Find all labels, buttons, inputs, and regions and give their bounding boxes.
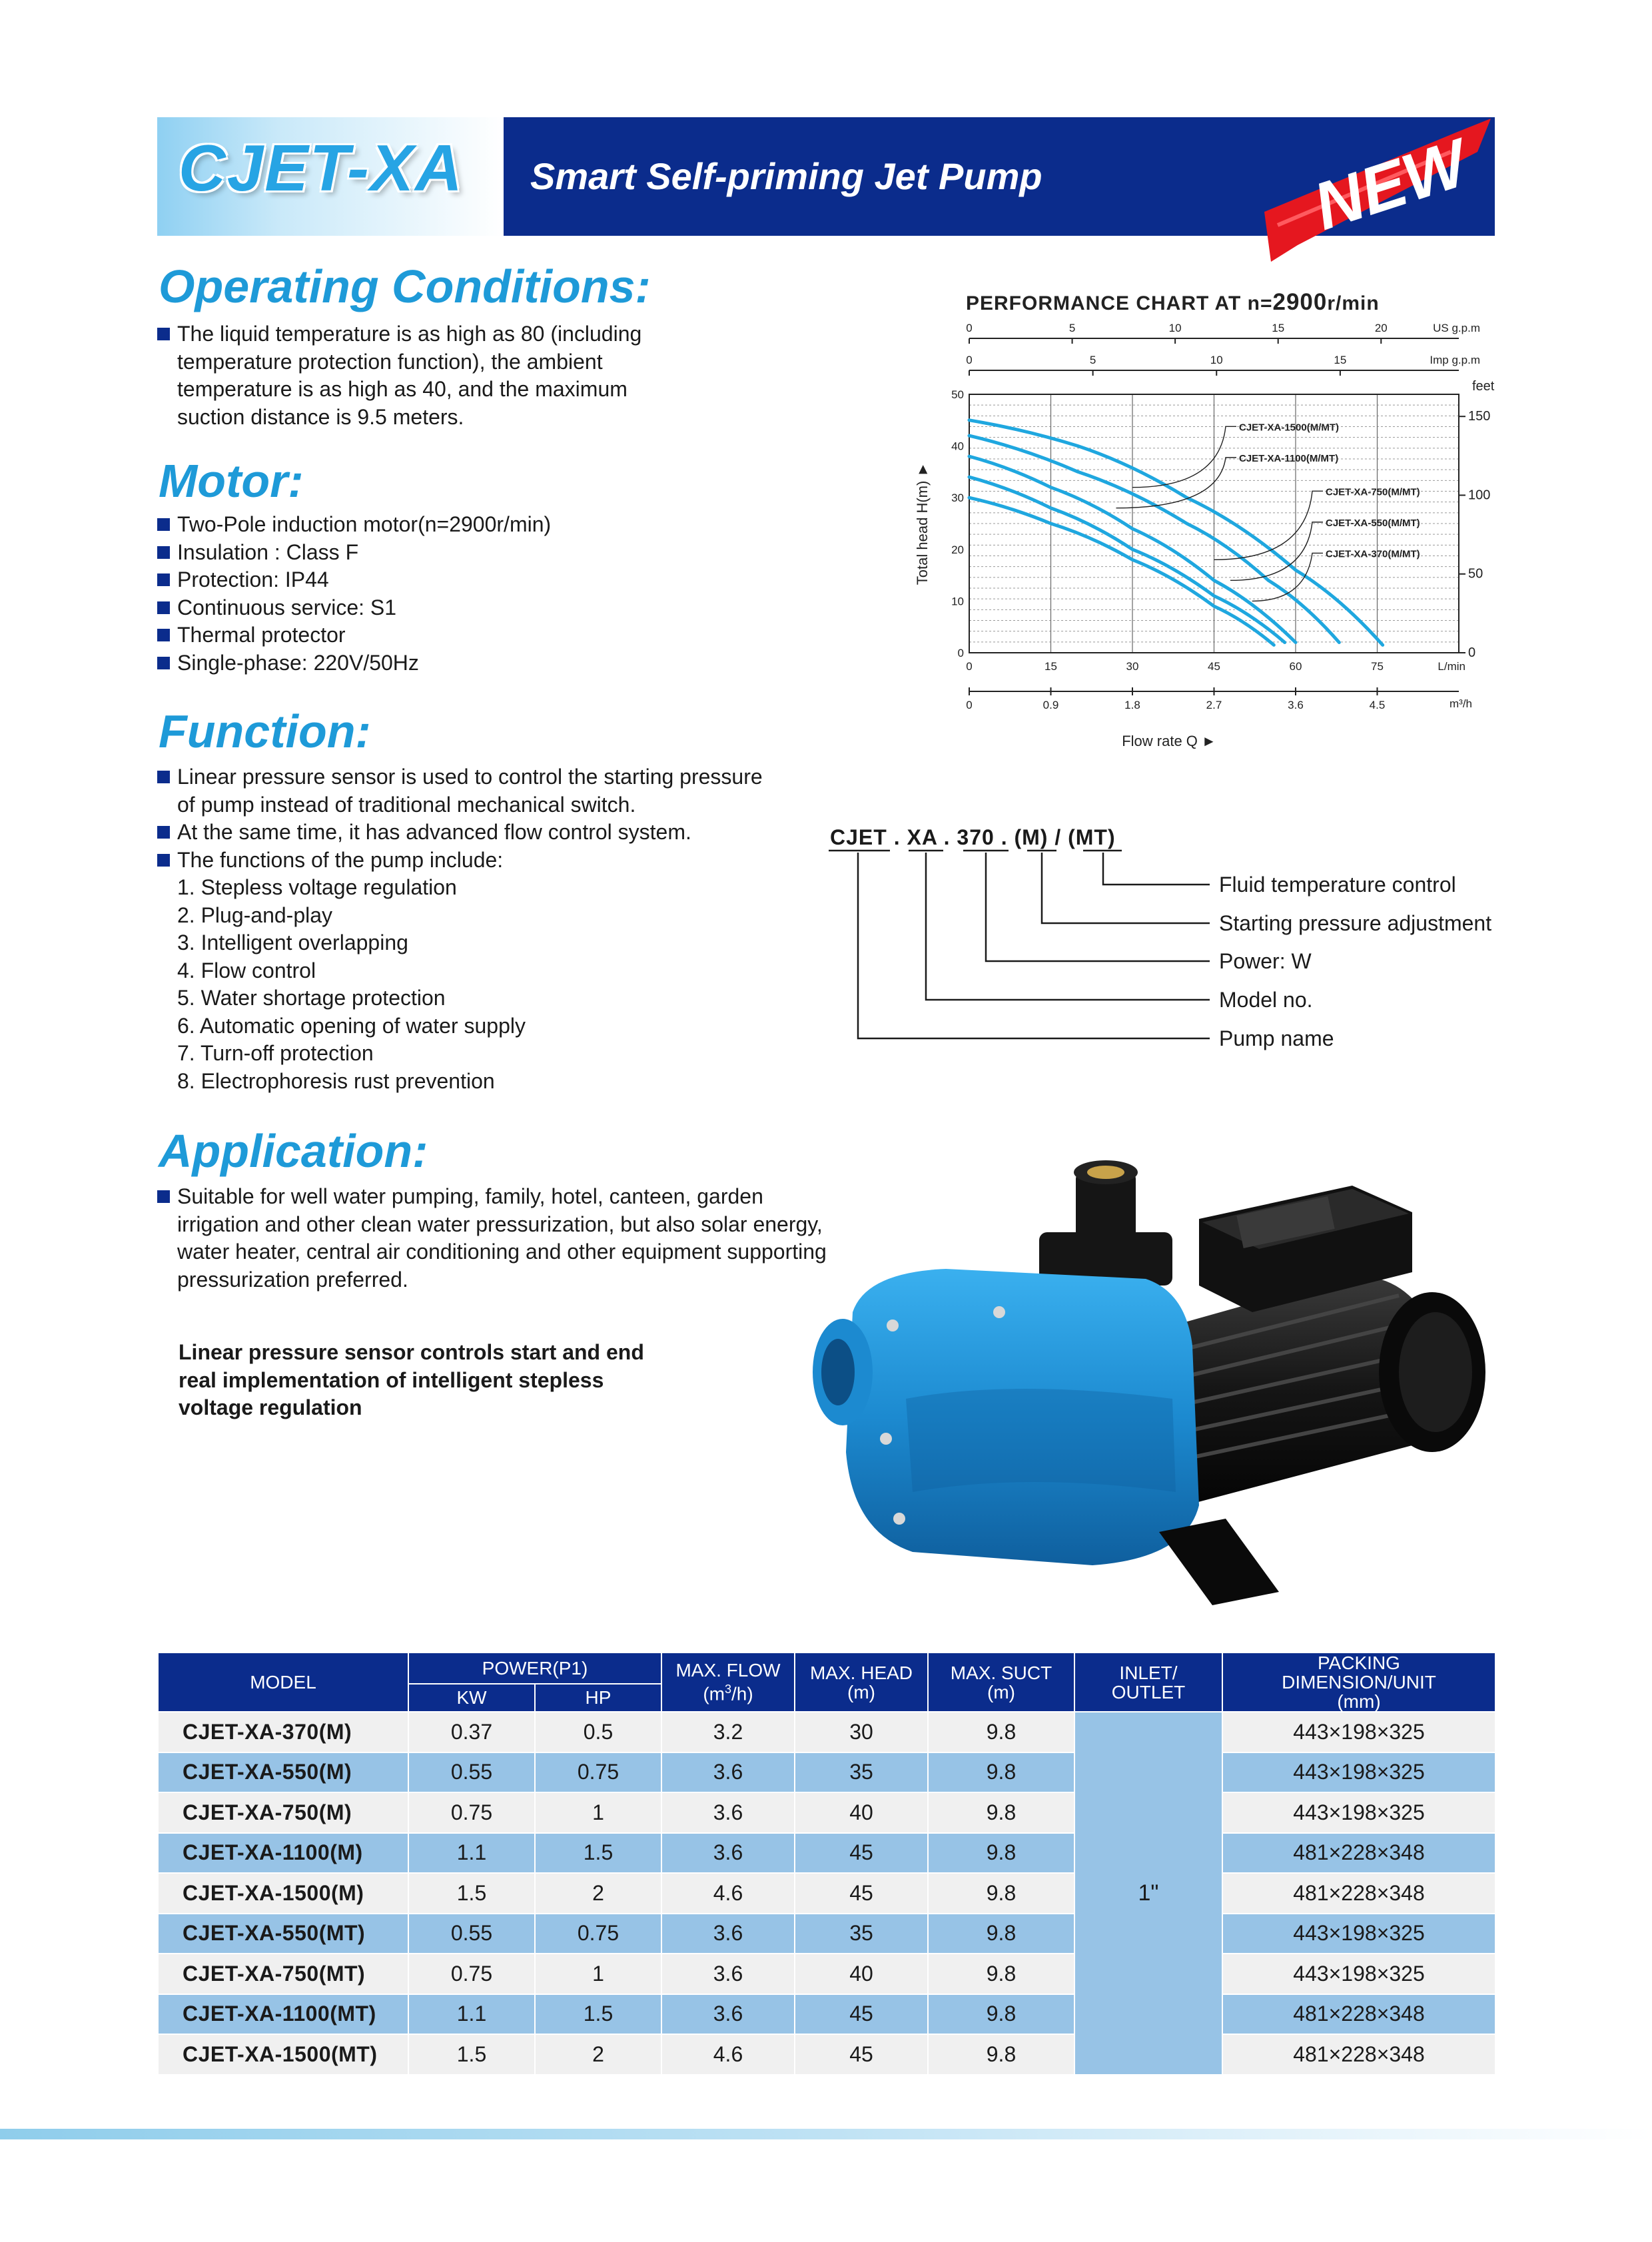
y-tick-label: 40 [951,440,964,453]
cell-model: CJET-XA-1500(MT) [158,2034,408,2075]
table-header-row [158,1653,1495,1684]
operating-text [157,320,810,431]
application-title: Application: [159,1125,428,1177]
cell-hp: 1.5 [535,1994,661,2035]
function-item: 2. Plug-and-play [177,903,333,927]
header-packing [1222,1653,1495,1712]
x-tick-usgpm: 10 [1168,322,1182,334]
cell-pack: 481×228×348 [1222,1873,1495,1914]
application-line: irrigation and other clean water pressurization, but also solar energy, [177,1212,823,1236]
motor-item: Two-Pole induction motor(n=2900r/min) [177,512,552,536]
series-leader-line [1116,458,1237,508]
cell-suct: 9.8 [928,1833,1074,1874]
operating-line: suction distance is 9.5 meters. [177,404,464,429]
pump-base-foot [1159,1519,1279,1605]
header-flow-unit [665,1680,791,1703]
motor-item: Insulation : Class F [177,540,359,564]
cell-flow: 3.6 [661,1994,795,2035]
function-title: Function: [159,705,371,757]
cell-flow: 4.6 [661,1873,795,1914]
cell-model: CJET-XA-750(M) [158,1792,408,1833]
cell-pack: 481×228×348 [1222,2034,1495,2075]
model-code-diagram [823,816,1516,1069]
header-suct-label: MAX. SUCT [950,1662,1052,1683]
cell-model: CJET-XA-550(M) [158,1752,408,1793]
cell-head: 30 [795,1712,928,1752]
bullet-square-icon [157,771,170,783]
cell-kw: 1.5 [408,2034,535,2075]
cell-hp: 0.75 [535,1752,661,1793]
x-tick-usgpm: 5 [1068,322,1076,334]
chart-title-speed: 2900 [1272,289,1328,315]
x-tick-lmin: 75 [1371,660,1384,673]
y2-tick-label: 50 [1468,566,1483,581]
table-row [158,1994,1495,2035]
cell-model: CJET-XA-1500(M) [158,1873,408,1914]
header-head [795,1653,928,1712]
x-tick-impgpm: 5 [1089,354,1096,366]
new-badge-text: NEW [1305,125,1476,244]
operating-line: The liquid temperature is as high as 80 (including [177,322,642,346]
code-separator: . [994,825,1015,849]
cell-flow: 3.6 [661,1792,795,1833]
cell-kw: 0.75 [408,1792,535,1833]
header-model-name: CJET-XA [179,131,464,204]
table-row [158,1914,1495,1954]
y-tick-label: 50 [951,388,964,401]
bullet-square-icon [157,573,170,586]
x-tick-lmin: 60 [1289,660,1302,673]
x-tick-m3h: 2.7 [1206,699,1222,711]
cell-pack: 481×228×348 [1222,1833,1495,1874]
x-unit-m3h: m³/h [1449,697,1472,710]
motor-item: Single-phase: 220V/50Hz [177,650,419,675]
x-tick-impgpm: 10 [1210,354,1223,366]
bullet-square-icon [157,518,170,531]
cell-pack: 481×228×348 [1222,1994,1495,2035]
cell-model: CJET-XA-750(MT) [158,1954,408,1994]
header-suct [928,1653,1074,1712]
motor-item: Continuous service: S1 [177,595,397,619]
function-item: At the same time, it has advanced flow control system. [177,820,691,844]
y2-tick-label: 0 [1468,645,1476,660]
x-axis-title: Flow rate Q ► [1122,733,1216,749]
cell-flow: 3.6 [661,1914,795,1954]
cell-suct: 9.8 [928,1994,1074,2035]
code-label-pressure: Starting pressure adjustment [1219,911,1492,935]
application-highlight [179,1339,644,1422]
bullet-square-icon [157,826,170,839]
header-head-label: MAX. HEAD [809,1662,913,1683]
x-tick-impgpm: 0 [966,354,973,366]
function-item: 7. Turn-off protection [177,1041,374,1065]
cell-hp: 2 [535,1873,661,1914]
cell-head: 35 [795,1752,928,1793]
header-model: MODEL [158,1653,408,1712]
cell-pack: 443×198×325 [1222,1914,1495,1954]
cell-model: CJET-XA-550(MT) [158,1914,408,1954]
x-tick-lmin: 0 [966,660,973,673]
header-power: POWER(P1) [408,1653,661,1684]
function-list [157,763,890,1095]
operating-line: temperature is as high as 40, and the maximum [177,377,627,401]
cell-flow: 4.6 [661,2034,795,2075]
inlet-port-opening [821,1339,855,1405]
x-unit-lmin: L/min [1438,660,1465,673]
function-item: 4. Flow control [177,958,316,982]
cell-suct: 9.8 [928,1873,1074,1914]
cell-suct: 9.8 [928,2034,1074,2075]
code-separator: . [937,825,957,849]
cell-hp: 1 [535,1954,661,1994]
header-inlet-line: OUTLET [1111,1681,1186,1702]
cell-head: 40 [795,1954,928,1994]
sensor-brass-fitting [1087,1166,1124,1179]
cell-head: 45 [795,1994,928,2035]
series-label: CJET-XA-370(M/MT) [1326,548,1420,560]
header-head-unit: (m) [847,1681,875,1702]
performance-chart [899,280,1525,786]
function-item: of pump instead of traditional mechanical switch. [177,792,636,817]
bullet-square-icon [157,601,170,614]
function-item: Linear pressure sensor is used to control the starting pressure [177,765,763,789]
x-tick-m3h: 4.5 [1369,699,1386,711]
cell-kw: 1.1 [408,1833,535,1874]
cell-head: 40 [795,1792,928,1833]
chart-title-unit: r/min [1327,292,1380,314]
code-part-temperature: (MT) [1068,825,1116,849]
motor-item: Protection: IP44 [177,567,329,591]
cell-head: 45 [795,1873,928,1914]
code-separator: / [1048,825,1068,849]
x-tick-usgpm: 20 [1374,322,1388,334]
spec-table-body [158,1712,1495,2075]
cell-head: 45 [795,2034,928,2075]
flow-unit-post: /h) [731,1683,753,1704]
bullet-square-icon [157,629,170,641]
x-tick-m3h: 3.6 [1288,699,1304,711]
pump-image [813,1159,1519,1612]
cell-suct: 9.8 [928,1712,1074,1752]
y-tick-label: 20 [951,543,964,556]
cell-kw: 1.1 [408,1994,535,2035]
series-label: CJET-XA-1500(M/MT) [1239,422,1340,434]
cell-model: CJET-XA-1100(MT) [158,1994,408,2035]
code-label-power: Power: W [1219,949,1312,973]
application-line: water heater, central air conditioning and other equipment supporting [177,1240,827,1264]
code-label-pump-name: Pump name [1219,1026,1334,1050]
highlight-line: real implementation of intelligent stepless [179,1367,604,1392]
operating-line: temperature protection function), the ambient [177,349,603,374]
bullet-square-icon [157,854,170,867]
x-unit-usgpm: US g.p.m [1433,322,1480,334]
application-line: pressurization preferred. [177,1267,408,1292]
table-row [158,1833,1495,1874]
header-pack-line: DIMENSION/UNIT [1282,1672,1436,1692]
flow-unit-sup: 3 [724,1682,731,1696]
bullet-square-icon [157,1190,170,1203]
bullet-square-icon [157,546,170,559]
header-suct-unit: (m) [987,1681,1015,1702]
highlight-line: voltage regulation [179,1395,362,1419]
series-leader-line [1132,426,1236,487]
cell-kw: 0.55 [408,1914,535,1954]
cell-suct: 9.8 [928,1792,1074,1833]
cell-kw: 0.37 [408,1712,535,1752]
code-part-power: 370 [957,825,995,849]
chart-title-prefix: PERFORMANCE CHART AT n= [966,292,1273,314]
cell-hp: 1.5 [535,1833,661,1874]
header-pack-line: (mm) [1337,1691,1381,1712]
operating-title: Operating Conditions: [159,260,651,312]
cell-suct: 9.8 [928,1752,1074,1793]
function-item: 8. Electrophoresis rust prevention [177,1068,495,1093]
cell-head: 45 [795,1833,928,1874]
header-hp: HP [535,1684,661,1712]
y2-unit-label: feet [1472,379,1495,394]
table-row [158,1752,1495,1793]
cell-kw: 0.75 [408,1954,535,1994]
highlight-line: Linear pressure sensor controls start and end [179,1340,644,1364]
cell-inlet: 1" [1074,1712,1222,2075]
motor-title: Motor: [159,455,304,507]
cell-hp: 0.75 [535,1914,661,1954]
code-label-temperature: Fluid temperature control [1219,873,1456,897]
bullet-square-icon [157,328,170,340]
code-part-pump: CJET [830,825,887,849]
code-separator: . [887,825,907,849]
series-label: CJET-XA-750(M/MT) [1326,486,1420,498]
x-tick-usgpm: 0 [966,322,973,334]
cell-pack: 443×198×325 [1222,1752,1495,1793]
cell-suct: 9.8 [928,1954,1074,1994]
cell-head: 35 [795,1914,928,1954]
y2-tick-label: 100 [1468,488,1491,503]
series-label: CJET-XA-550(M/MT) [1326,517,1420,529]
new-badge [1258,112,1497,265]
header-flow [661,1653,795,1712]
x-unit-impgpm: Imp g.p.m [1430,354,1480,366]
header-flow-label: MAX. FLOW [675,1660,781,1681]
cell-flow: 3.6 [661,1954,795,1994]
table-row [158,1792,1495,1833]
table-row [158,1954,1495,1994]
table-row [158,1712,1495,1752]
cell-flow: 3.6 [661,1833,795,1874]
y-axis-title: Total head H(m) ► [914,462,931,585]
cell-model: CJET-XA-370(M) [158,1712,408,1752]
function-item: 6. Automatic opening of water supply [177,1013,526,1038]
cell-model: CJET-XA-1100(M) [158,1833,408,1874]
x-tick-lmin: 30 [1126,660,1139,673]
series-label: CJET-XA-1100(M/MT) [1239,452,1339,464]
header-kw: KW [408,1684,535,1712]
motor-list [157,511,810,677]
function-item: 1. Stepless voltage regulation [177,875,457,899]
motor-end-cap-inner [1399,1312,1472,1432]
table-row [158,2034,1495,2075]
cell-hp: 1 [535,1792,661,1833]
application-line: Suitable for well water pumping, family, hotel, canteen, garden [177,1184,763,1208]
y-tick-label: 0 [957,647,964,659]
cell-flow: 3.2 [661,1712,795,1752]
motor-item: Thermal protector [177,623,346,647]
spec-table [157,1652,1496,2075]
cell-pack: 443×198×325 [1222,1954,1495,1994]
code-part-pressure: (M) [1014,825,1048,849]
header-subtitle: Smart Self-priming Jet Pump [530,155,1042,197]
pump-casing-shadow [906,1389,1176,1492]
cell-hp: 2 [535,2034,661,2075]
y2-tick-label: 150 [1468,409,1491,424]
application-text [157,1183,890,1294]
function-item: The functions of the pump include: [177,847,504,872]
footer-bar [0,2129,1652,2139]
code-leader-lines [858,853,1210,1038]
bullet-square-icon [157,657,170,669]
cell-pack: 443×198×325 [1222,1712,1495,1752]
code-label-model: Model no. [1219,988,1313,1012]
x-tick-m3h: 0.9 [1042,699,1059,711]
function-item: 3. Intelligent overlapping [177,931,408,954]
function-item: 5. Water shortage protection [177,986,446,1010]
table-row [158,1873,1495,1914]
cell-kw: 1.5 [408,1873,535,1914]
model-code-text [830,825,1116,849]
cell-kw: 0.55 [408,1752,535,1793]
flow-unit-pre: (m [703,1683,725,1704]
x-tick-usgpm: 15 [1272,322,1285,334]
x-tick-lmin: 45 [1208,660,1220,673]
header-inlet [1074,1653,1222,1712]
code-part-model: XA [907,825,937,849]
y-tick-label: 30 [951,492,964,505]
y-tick-label: 10 [951,595,964,608]
header-pack-line: PACKING [1318,1653,1400,1673]
header-inlet-line: INLET/ [1119,1662,1178,1683]
x-tick-lmin: 15 [1044,660,1057,673]
x-tick-m3h: 1.8 [1124,699,1140,711]
cell-flow: 3.6 [661,1752,795,1793]
x-tick-m3h: 0 [966,699,973,711]
cell-suct: 9.8 [928,1914,1074,1954]
cell-pack: 443×198×325 [1222,1792,1495,1833]
x-tick-impgpm: 15 [1334,354,1347,366]
cell-hp: 0.5 [535,1712,661,1752]
